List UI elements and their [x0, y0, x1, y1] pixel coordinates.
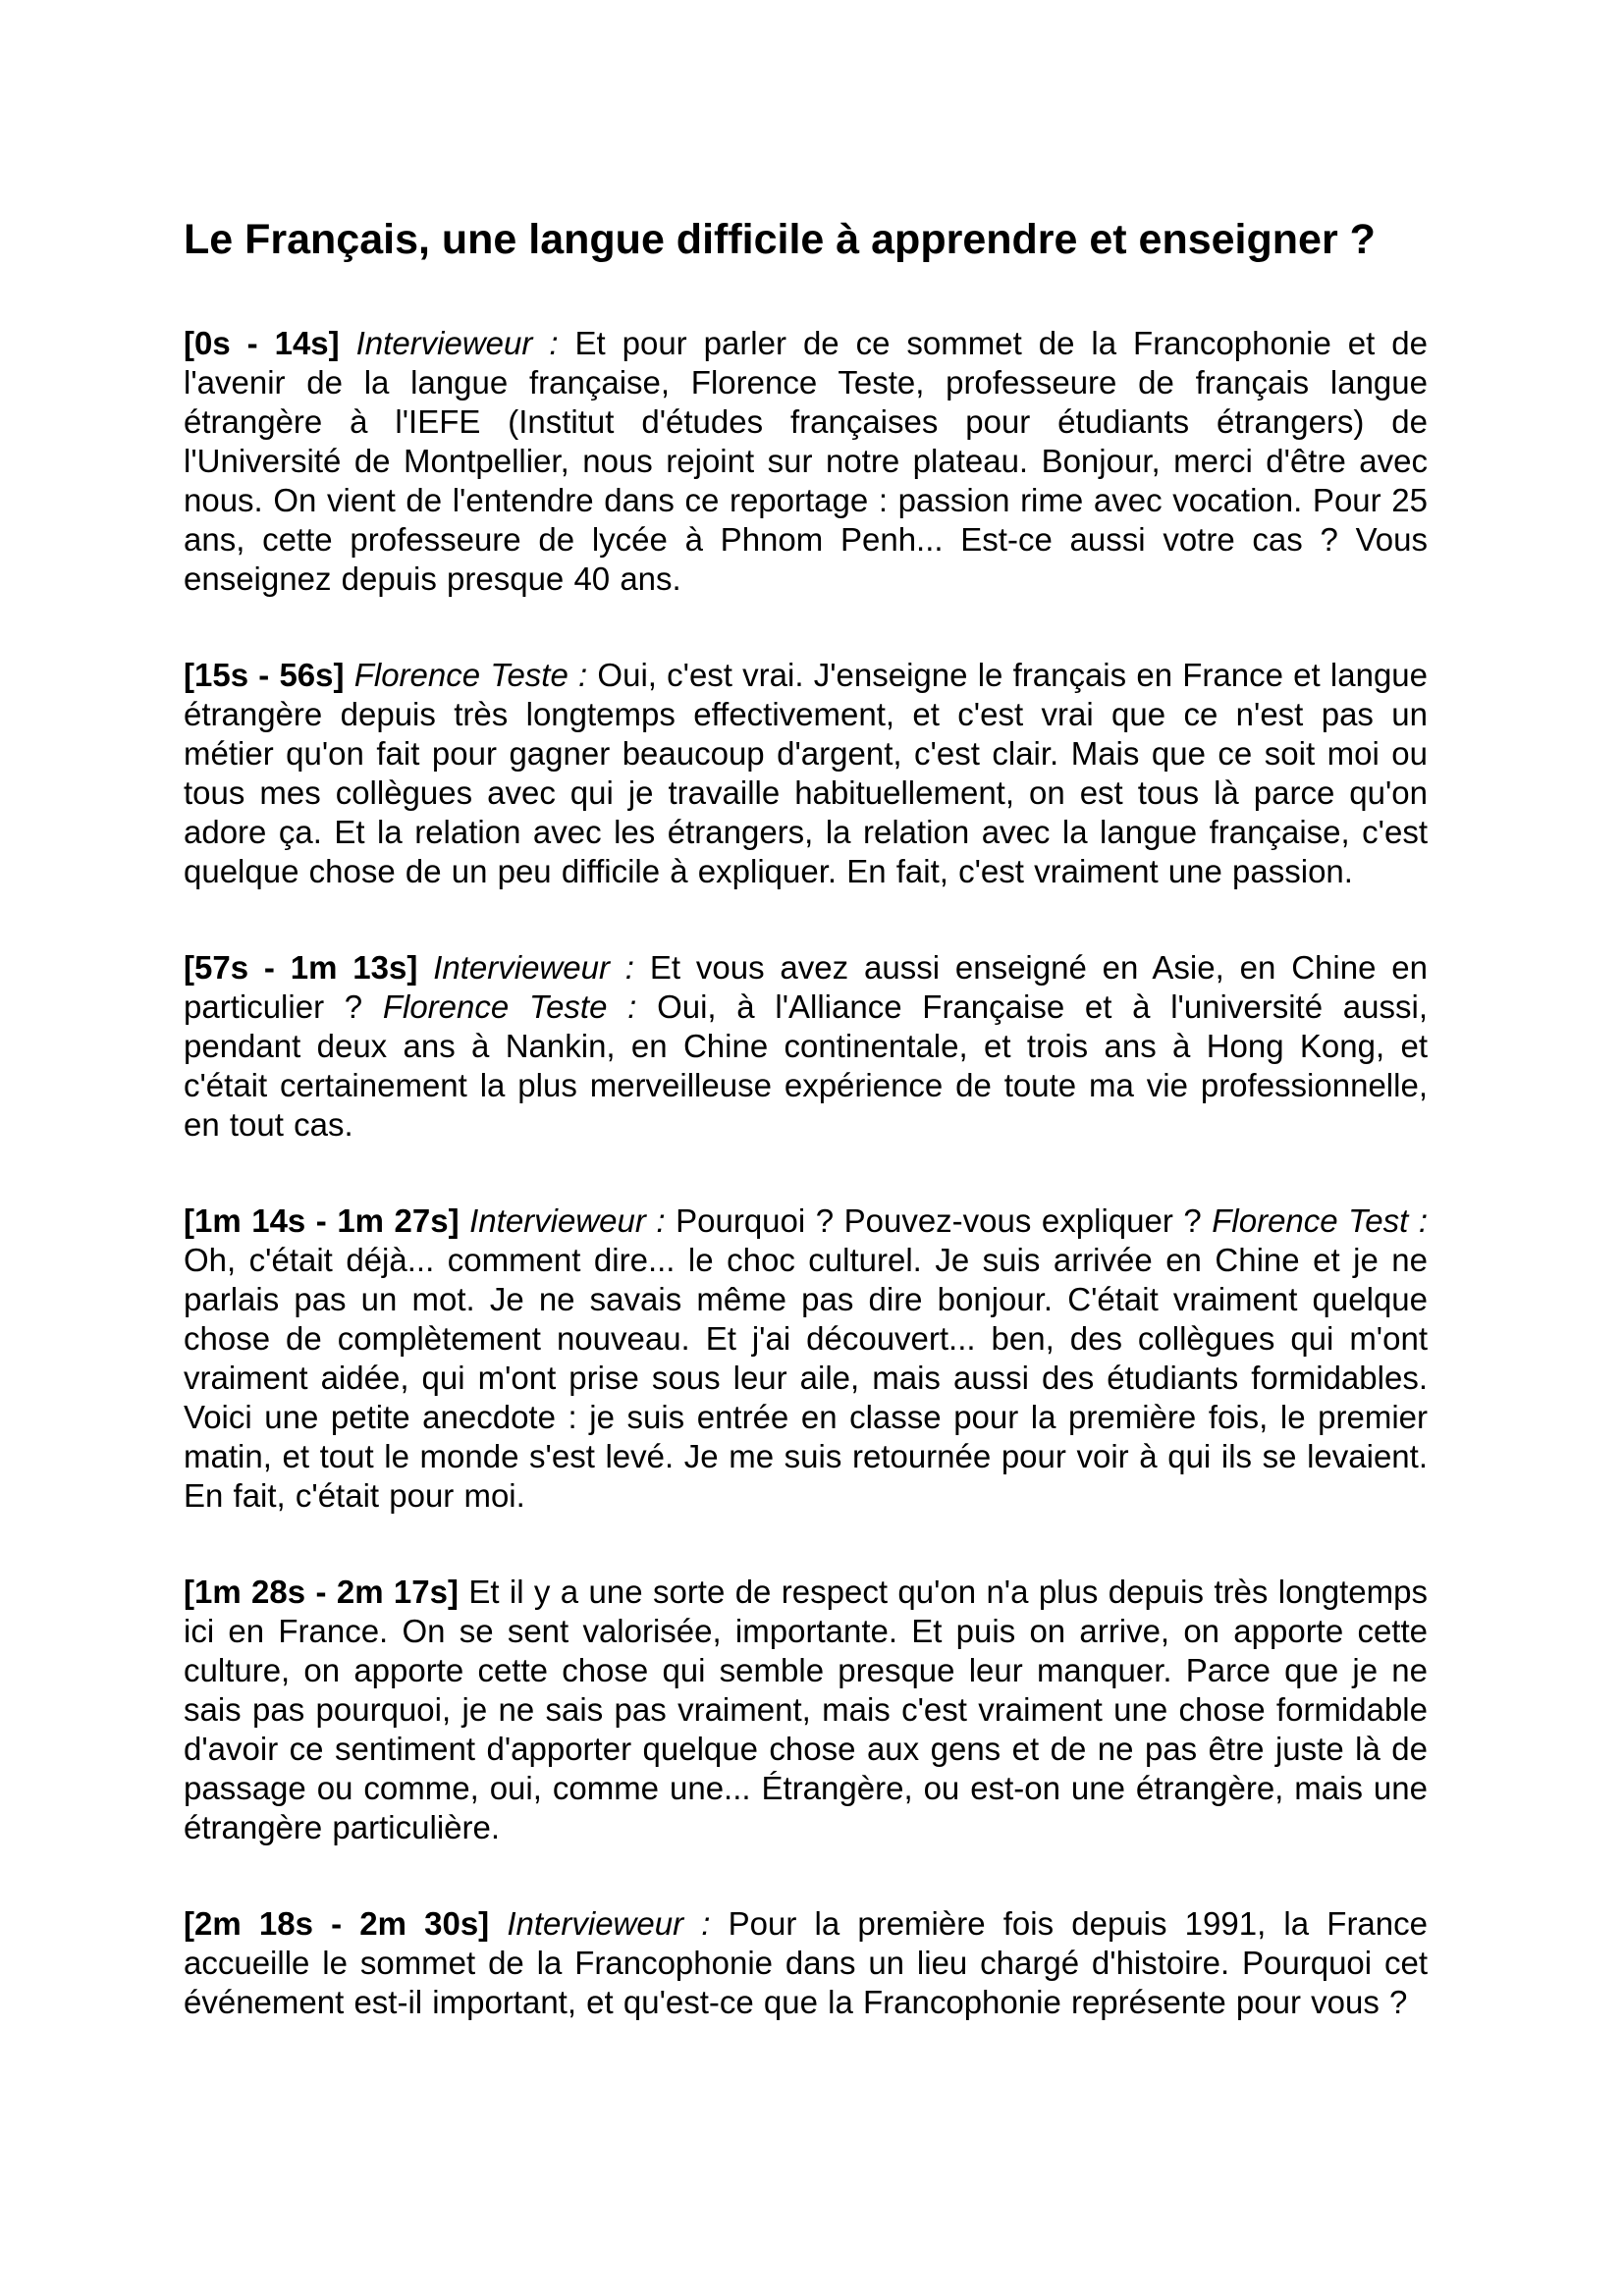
- paragraph: [184, 1904, 1428, 2022]
- speaker-name: Intervieweur :: [507, 1905, 729, 1942]
- transcript-text: Oh, c'était déjà... comment dire... le choc culturel. Je suis arrivée en Chine et je ne parlais pas un mot. Je ne savais même pas dire bonjour. C'était vraiment quelque chose de complètement nouveau. Et j'ai découvert... ben, des collègues qui m'ont vraiment aidée, qui m'ont prise sous leur aile, mais aussi des étudiants formidables. Voici une petite anecdote : je suis entrée en classe pour la première fois, le premier matin, et tout le monde s'est levé. Je me suis retournée pour voir à qui ils se levaient. En fait, c'était pour moi.: [184, 1242, 1428, 1514]
- timestamp: [2m 18s - 2m 30s]: [184, 1905, 508, 1942]
- speaker-name: Intervieweur :: [433, 949, 650, 986]
- transcript-text: Pour la première fois depuis 1991, la France accueille le sommet de la Francophonie dans un lieu chargé d'histoire. Pourquoi cet événement est-il important, et qu'est-ce que la Francophonie représente pour vous ?: [184, 1905, 1428, 2020]
- timestamp: [15s - 56s]: [184, 657, 354, 693]
- timestamp: [57s - 1m 13s]: [184, 949, 434, 986]
- paragraph: [184, 656, 1428, 891]
- paragraph: [184, 1573, 1428, 1847]
- speaker-name: Intervieweur :: [469, 1202, 677, 1239]
- speaker-name: Intervieweur :: [355, 325, 575, 361]
- paragraph: [184, 1201, 1428, 1516]
- transcript-text: Et vous avez aussi enseigné en Asie, en Chine en particulier ?: [184, 949, 1428, 1025]
- transcript-text: Oui, c'est vrai. J'enseigne le français en France et langue étrangère depuis très longtemps effectivement, et c'est vrai que ce n'est pas un métier qu'on fait pour gagner beaucoup d'argent, c'est clair. Mais que ce soit moi ou tous mes collègues avec qui je travaille habituellement, on est tous là parce qu'on adore ça. Et la relation avec les étrangers, la relation avec la langue française, c'est quelque chose de un peu difficile à expliquer. En fait, c'est vraiment une passion.: [184, 657, 1429, 889]
- paragraph: [184, 324, 1428, 599]
- page-title: Le Français, une langue difficile à apprendre et enseigner ?: [184, 216, 1376, 263]
- transcript-text: Pourquoi ? Pouvez-vous expliquer ?: [676, 1202, 1213, 1239]
- transcript-text: Oui, à l'Alliance Française et à l'université aussi, pendant deux ans à Nankin, en Chine continentale, et trois ans à Hong Kong, et c'était certainement la plus merveilleuse expérience de toute ma vie professionnelle, en tout cas.: [184, 988, 1428, 1143]
- timestamp: [1m 28s - 2m 17s]: [184, 1574, 469, 1610]
- transcript: [184, 324, 1428, 2022]
- speaker-name: Florence Teste :: [382, 988, 658, 1025]
- paragraph: [184, 948, 1428, 1145]
- timestamp: [0s - 14s]: [184, 325, 356, 361]
- transcript-text: Et pour parler de ce sommet de la Francophonie et de l'avenir de la langue française, Florence Teste, professeure de français langue étrangère à l'IEFE (Institut d'études françaises pour étudiants étrangers) de l'Université de Montpellier, nous rejoint sur notre plateau. Bonjour, merci d'être avec nous. On vient de l'entendre dans ce reportage : passion rime avec vocation. Pour 25 ans, cette professeure de lycée à Phnom Penh... Est-ce aussi votre cas ? Vous enseignez depuis presque 40 ans.: [184, 325, 1428, 597]
- speaker-name: Florence Teste :: [353, 657, 598, 693]
- timestamp: [1m 14s - 1m 27s]: [184, 1202, 470, 1239]
- speaker-name: Florence Test :: [1212, 1202, 1429, 1239]
- transcript-text: Et il y a une sorte de respect qu'on n'a plus depuis très longtemps ici en France. On se sent valorisée, importante. Et puis on arrive, on apporte cette culture, on apporte cette chose qui semble presque leur manquer. Parce que je ne sais pas pourquoi, je ne sais pas vraiment, mais c'est vraiment une chose formidable d'avoir ce sentiment d'apporter quelque chose aux gens et de ne pas être juste là de passage ou comme, oui, comme une... Étrangère, ou est-on une étrangère, mais une étrangère particulière.: [184, 1574, 1428, 1845]
